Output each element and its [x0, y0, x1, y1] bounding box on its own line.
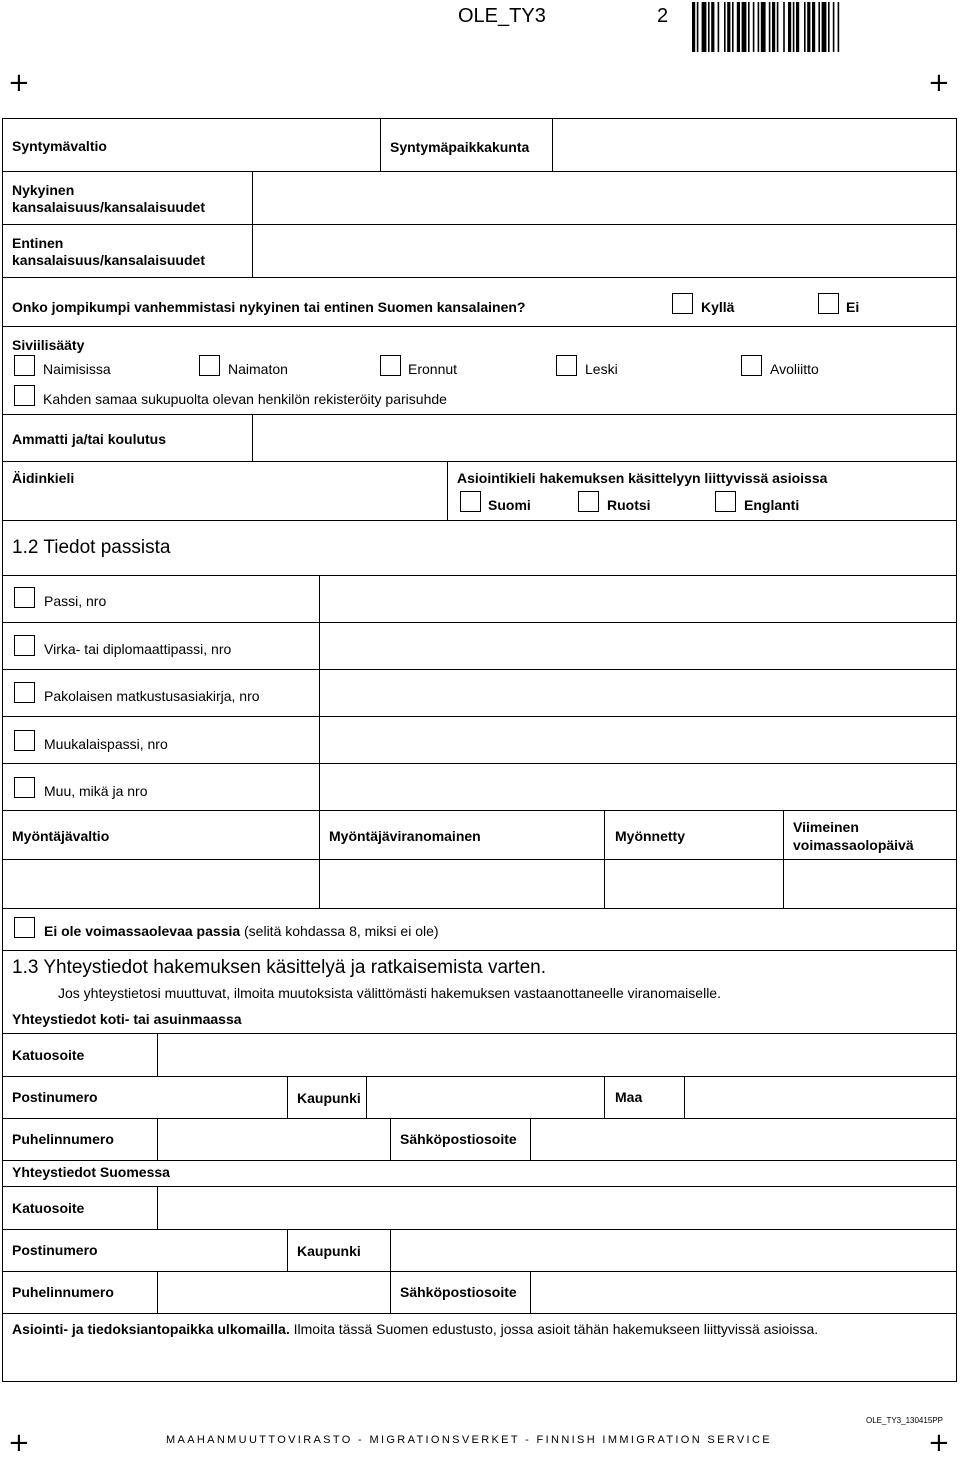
marital-widowed-label: Leski — [585, 361, 618, 377]
diplomatic-passport-field[interactable] — [321, 624, 954, 668]
current-citizenship-label-2: kansalaisuus/kansalaisuudet — [12, 199, 205, 215]
finland-contact-heading: Yhteystiedot Suomessa — [12, 1164, 170, 1180]
registration-mark-icon: + — [928, 68, 950, 98]
parent-yes-checkbox[interactable] — [672, 293, 693, 314]
expiry-date-field[interactable] — [785, 861, 955, 907]
language-swedish-checkbox[interactable] — [578, 491, 599, 512]
finland-city-field[interactable] — [392, 1231, 954, 1269]
registration-mark-icon: + — [8, 1428, 30, 1458]
parent-no-label: Ei — [846, 299, 860, 315]
home-postcode-field[interactable] — [120, 1078, 285, 1116]
diplomatic-passport-checkbox[interactable] — [14, 635, 35, 656]
no-passport-bold: Ei ole voimassaolevaa passia — [44, 923, 241, 939]
birth-place-label: Syntymäpaikkakunta — [390, 139, 530, 155]
form-code: OLE_TY3 — [458, 5, 546, 27]
birth-country-label: Syntymävaltio — [12, 138, 107, 154]
marital-widowed-checkbox[interactable] — [556, 355, 577, 376]
marital-married-checkbox[interactable] — [14, 355, 35, 376]
marital-cohabiting-label: Avoliitto — [770, 361, 819, 377]
registered-partnership-checkbox[interactable] — [14, 385, 35, 406]
abroad-contact-text — [12, 1321, 818, 1338]
issue-date-field[interactable] — [606, 861, 781, 907]
contact-section-heading: 1.3 Yhteystiedot hakemuksen käsittelyä ja ratkaisemista varten. — [12, 957, 547, 978]
language-swedish-label: Ruotsi — [607, 497, 651, 513]
no-passport-text — [44, 923, 439, 940]
current-citizenship-label-1: Nykyinen — [12, 182, 75, 198]
finland-postcode-label: Postinumero — [12, 1242, 98, 1258]
parent-citizen-question: Onko jompikumpi vanhemmistasi nykyinen tai entinen Suomen kansalainen? — [12, 299, 526, 315]
refugee-document-label: Pakolaisen matkustusasiakirja, nro — [44, 688, 260, 704]
home-phone-label: Puhelinnumero — [12, 1131, 114, 1147]
expiry-date-label-1: Viimeinen — [793, 819, 859, 835]
finland-phone-label: Puhelinnumero — [12, 1284, 114, 1300]
footer-agency-name: MAAHANMUUTTOVIRASTO - MIGRATIONSVERKET - FINNISH IMMIGRATION SERVICE — [166, 1434, 772, 1446]
former-citizenship-label-1: Entinen — [12, 235, 64, 251]
finland-city-label: Kaupunki — [297, 1243, 361, 1259]
language-finnish-checkbox[interactable] — [460, 491, 481, 512]
finland-street-label: Katuosoite — [12, 1200, 85, 1216]
former-citizenship-label-2: kansalaisuus/kansalaisuudet — [12, 252, 205, 268]
issuing-country-label: Myöntäjävaltio — [12, 828, 110, 844]
home-email-field[interactable] — [532, 1120, 954, 1158]
finland-postcode-field[interactable] — [120, 1231, 285, 1269]
parent-no-checkbox[interactable] — [818, 293, 839, 314]
registration-mark-icon: + — [8, 68, 30, 98]
home-country-label: Maa — [615, 1089, 643, 1105]
issuing-authority-field[interactable] — [321, 861, 602, 907]
occupation-label: Ammatti ja/tai koulutus — [12, 431, 167, 447]
refugee-document-checkbox[interactable] — [14, 682, 35, 703]
birth-place-field[interactable] — [553, 120, 955, 170]
passport-type-label: Passi, nro — [44, 593, 107, 609]
passport-type-checkbox[interactable] — [14, 587, 35, 608]
page-number: 2 — [657, 5, 669, 27]
marital-status-label: Siviilisääty — [12, 337, 85, 353]
marital-single-label: Naimaton — [228, 361, 288, 377]
home-city-field[interactable] — [368, 1078, 602, 1116]
marital-married-label: Naimisissa — [43, 361, 111, 377]
business-language-label: Asiointikieli hakemuksen käsittelyyn liittyvissä asioissa — [457, 470, 828, 486]
abroad-contact-field[interactable] — [4, 1340, 954, 1380]
marital-divorced-checkbox[interactable] — [380, 355, 401, 376]
barcode — [692, 2, 920, 52]
finland-phone-field[interactable] — [159, 1273, 388, 1311]
issuing-country-field[interactable] — [4, 861, 317, 907]
issuing-authority-label: Myöntäjäviranomainen — [329, 828, 481, 844]
issue-date-label: Myönnetty — [615, 828, 685, 844]
home-street-label: Katuosoite — [12, 1047, 85, 1063]
home-postcode-label: Postinumero — [12, 1089, 98, 1105]
marital-divorced-label: Eronnut — [408, 361, 458, 377]
language-english-checkbox[interactable] — [715, 491, 736, 512]
marital-cohabiting-checkbox[interactable] — [741, 355, 762, 376]
home-phone-field[interactable] — [159, 1120, 388, 1158]
passport-number-field[interactable] — [321, 577, 954, 621]
home-city-label: Kaupunki — [297, 1090, 361, 1106]
home-contact-heading: Yhteystiedot koti- tai asuinmaassa — [12, 1011, 242, 1027]
parent-yes-label: Kyllä — [701, 299, 735, 315]
no-passport-checkbox[interactable] — [14, 917, 35, 938]
abroad-contact-instruction: Ilmoita tässä Suomen edustusto, jossa asioit tähän hakemukseen liittyvissä asioissa. — [293, 1321, 819, 1337]
marital-single-checkbox[interactable] — [199, 355, 220, 376]
finland-email-label: Sähköpostiosoite — [400, 1284, 517, 1300]
diplomatic-passport-label: Virka- tai diplomaattipassi, nro — [44, 641, 232, 657]
registration-mark-icon: + — [928, 1428, 950, 1458]
mother-tongue-label: Äidinkieli — [12, 470, 75, 486]
finland-email-field[interactable] — [532, 1273, 954, 1311]
alien-passport-label: Muukalaispassi, nro — [44, 736, 168, 752]
home-email-label: Sähköpostiosoite — [400, 1131, 517, 1147]
home-country-field[interactable] — [686, 1078, 954, 1116]
registered-partnership-label: Kahden samaa sukupuolta olevan henkilön rekisteröity parisuhde — [43, 391, 447, 407]
refugee-document-field[interactable] — [321, 671, 954, 715]
contact-change-note: Jos yhteystietosi muuttuvat, ilmoita muutoksista välittömästi hakemuksen vastaanottaneelle viranomaiselle. — [58, 985, 721, 1001]
abroad-contact-bold: Asiointi- ja tiedoksiantopaikka ulkomailla. — [12, 1321, 290, 1337]
no-passport-explanation: (selitä kohdassa 8, miksi ei ole) — [244, 923, 439, 939]
passport-section-heading: 1.2 Tiedot passista — [12, 537, 171, 558]
language-english-label: Englanti — [744, 497, 800, 513]
other-document-field[interactable] — [321, 765, 954, 809]
language-finnish-label: Suomi — [488, 497, 531, 513]
footer-form-code: OLE_TY3_130415PP — [866, 1416, 943, 1425]
home-street-field[interactable] — [159, 1035, 954, 1075]
other-document-checkbox[interactable] — [14, 777, 35, 798]
finland-street-field[interactable] — [159, 1188, 954, 1228]
expiry-date-label-2: voimassaolopäivä — [793, 837, 914, 853]
alien-passport-checkbox[interactable] — [14, 730, 35, 751]
other-document-label: Muu, mikä ja nro — [44, 783, 148, 799]
mother-tongue-field[interactable] — [4, 488, 444, 518]
occupation-field[interactable] — [254, 416, 954, 460]
current-citizenship-field[interactable] — [254, 173, 954, 223]
former-citizenship-field[interactable] — [254, 226, 954, 276]
alien-passport-field[interactable] — [321, 718, 954, 762]
